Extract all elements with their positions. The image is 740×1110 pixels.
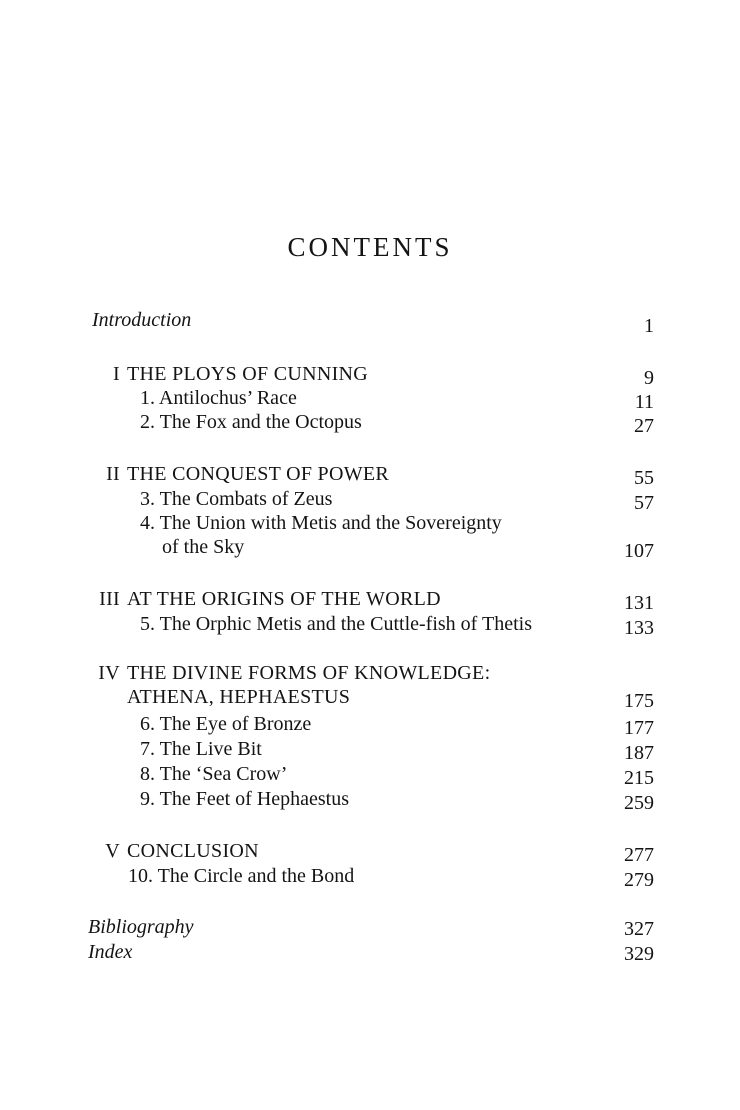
toc-part-4 <box>80 661 490 685</box>
part-numeral: V <box>105 840 120 862</box>
toc-part-2 <box>80 462 389 486</box>
toc-entry-index-label: Index <box>88 941 133 963</box>
toc-chapter-3: 3. The Combats of Zeus <box>140 488 333 510</box>
toc-chapter-4: 4. The Union with Metis and the Sovereignty <box>140 512 502 534</box>
toc-part-1-page: 9 <box>644 367 654 389</box>
toc-part-3 <box>80 587 441 611</box>
toc-chapter-7-page: 187 <box>624 742 654 764</box>
toc-chapter-8-page: 215 <box>624 767 654 789</box>
toc-entry-index-page: 329 <box>624 943 654 965</box>
toc-chapter-5: 5. The Orphic Metis and the Cuttle-fish of Thetis <box>140 613 532 635</box>
toc-chapter-4-continuation: of the Sky <box>162 536 245 558</box>
toc-chapter-8: 8. The ‘Sea Crow’ <box>140 763 288 785</box>
toc-chapter-6-page: 177 <box>624 717 654 739</box>
toc-part-4-continuation: ATHENA, HEPHAESTUS <box>127 686 351 708</box>
part-numeral: IV <box>98 662 120 684</box>
part-numeral: II <box>106 463 120 485</box>
toc-part-5 <box>80 839 259 863</box>
toc-entry-bibliography-label: Bibliography <box>88 916 194 938</box>
toc-chapter-10-page: 279 <box>624 869 654 891</box>
toc-chapter-10: 10. The Circle and the Bond <box>128 865 355 887</box>
toc-part-1 <box>80 362 368 386</box>
toc-part-2-page: 55 <box>634 467 654 489</box>
part-title: AT THE ORIGINS OF THE WORLD <box>127 588 441 610</box>
toc-chapter-2-page: 27 <box>634 415 654 437</box>
part-title: THE CONQUEST OF POWER <box>127 463 390 485</box>
part-numeral: III <box>99 588 120 610</box>
toc-part-4-page: 175 <box>624 690 654 712</box>
part-title: THE PLOYS OF CUNNING <box>127 363 369 385</box>
part-numeral: I <box>113 363 120 385</box>
toc-entry-introduction-page: 1 <box>644 315 654 337</box>
toc-entry-introduction-label: Introduction <box>92 309 192 331</box>
toc-chapter-9: 9. The Feet of Hephaestus <box>140 788 350 810</box>
toc-chapter-1: 1. Antilochus’ Race <box>140 387 297 409</box>
part-title: CONCLUSION <box>127 840 259 862</box>
toc-chapter-2: 2. The Fox and the Octopus <box>140 411 362 433</box>
toc-chapter-3-page: 57 <box>634 492 654 514</box>
toc-chapter-4-page: 107 <box>624 540 654 562</box>
toc-chapter-6: 6. The Eye of Bronze <box>140 713 312 735</box>
toc-chapter-5-page: 133 <box>624 617 654 639</box>
toc-part-5-page: 277 <box>624 844 654 866</box>
toc-chapter-9-page: 259 <box>624 792 654 814</box>
toc-chapter-7: 7. The Live Bit <box>140 738 262 760</box>
page-title: CONTENTS <box>287 232 453 262</box>
toc-part-3-page: 131 <box>624 592 654 614</box>
toc-entry-bibliography-page: 327 <box>624 918 654 940</box>
part-title: THE DIVINE FORMS OF KNOWLEDGE: <box>127 662 491 684</box>
toc-chapter-1-page: 11 <box>634 391 654 413</box>
